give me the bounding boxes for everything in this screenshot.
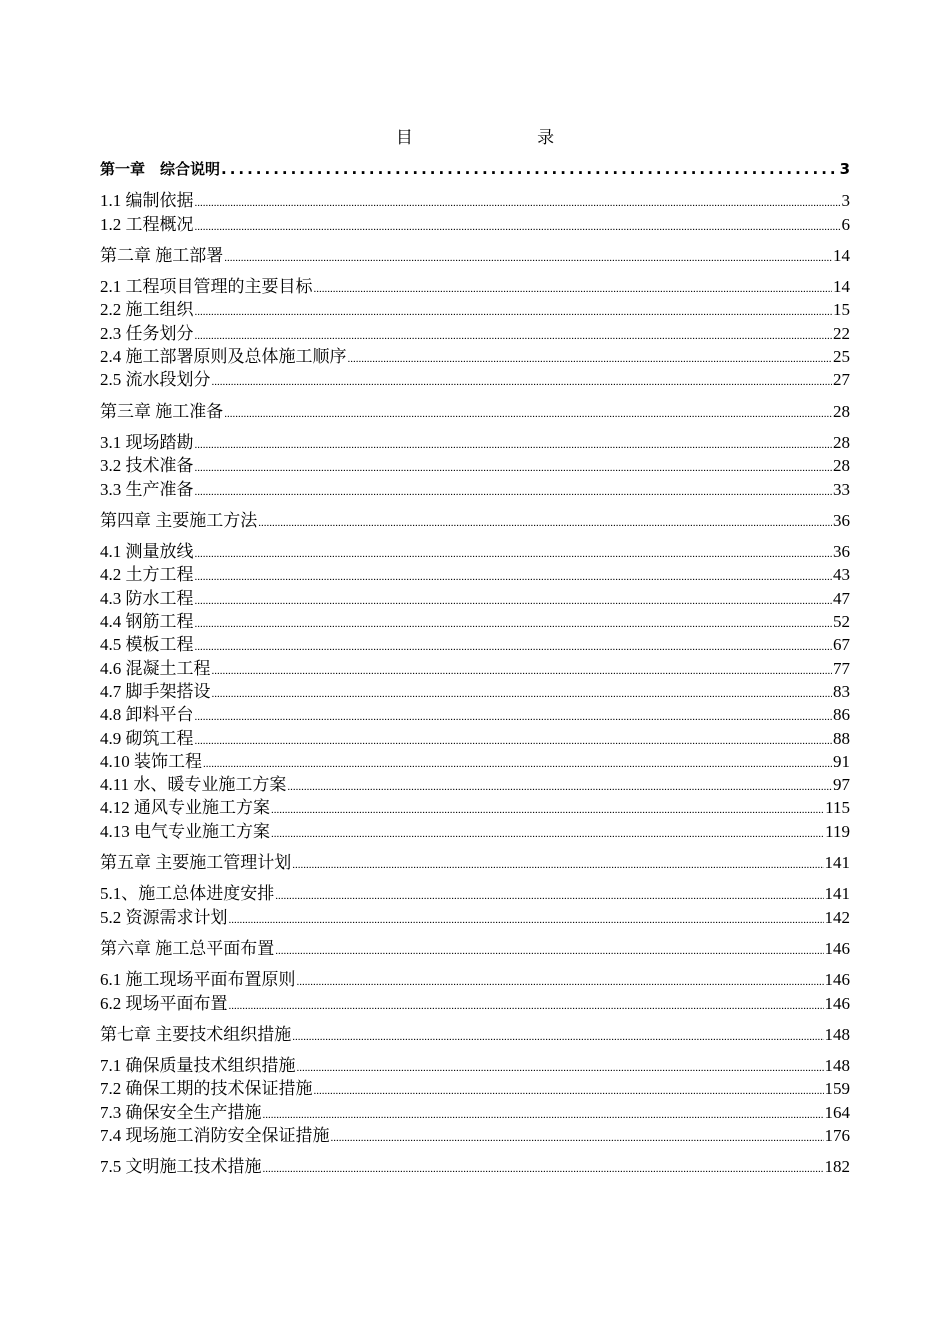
toc-page-number: 148 <box>824 1056 850 1076</box>
toc-chapter-entry[interactable] <box>100 937 850 960</box>
toc-section-entry[interactable] <box>100 633 850 656</box>
toc-section-entry[interactable] <box>100 968 850 991</box>
toc-section-entry[interactable] <box>100 322 850 345</box>
toc-page-number: 28 <box>833 432 850 452</box>
toc-entry-label: 4.12 通风专业施工方案 <box>100 798 270 818</box>
toc-entry-label: 第二章 施工部署 <box>100 245 224 265</box>
toc-section-entry[interactable] <box>100 703 850 726</box>
toc-section-entry[interactable] <box>100 680 850 703</box>
toc-page-number: 25 <box>833 347 850 367</box>
toc-dot-leader <box>221 158 839 181</box>
toc-page-number: 22 <box>833 323 850 343</box>
toc-entry-label: 第一章 综合说明 <box>100 160 221 178</box>
toc-chapter-entry[interactable] <box>100 158 850 181</box>
toc-entry-label: 1.1 编制依据 <box>100 191 194 211</box>
toc-entry-label: 2.3 任务划分 <box>100 323 194 343</box>
toc-entry-label: 第四章 主要施工方法 <box>100 510 258 530</box>
toc-page-number: 77 <box>833 658 850 678</box>
toc-dot-leader <box>229 995 824 1018</box>
toc-page-number: 119 <box>825 821 850 841</box>
toc-page-number: 91 <box>833 751 850 771</box>
toc-section-entry[interactable] <box>100 773 850 796</box>
toc-section-entry[interactable] <box>100 796 850 819</box>
toc-page-number: 3 <box>841 191 850 211</box>
toc-page-number: 15 <box>833 300 850 320</box>
toc-dot-leader <box>331 1127 824 1150</box>
toc-section-entry[interactable] <box>100 906 850 929</box>
toc-section-entry[interactable] <box>100 213 850 236</box>
toc-page-number: 141 <box>824 853 850 873</box>
toc-section-entry[interactable] <box>100 189 850 212</box>
toc-section-entry[interactable] <box>100 1124 850 1147</box>
toc-section-entry[interactable] <box>100 587 850 610</box>
toc-entry-label: 2.2 施工组织 <box>100 300 194 320</box>
toc-entry-label: 2.5 流水段划分 <box>100 370 211 390</box>
table-of-contents <box>100 158 850 1187</box>
toc-section-entry[interactable] <box>100 992 850 1015</box>
toc-entry-label: 3.1 现场踏勘 <box>100 432 194 452</box>
toc-dot-leader <box>275 940 823 963</box>
toc-chapter-entry[interactable] <box>100 244 850 267</box>
toc-page-number: 148 <box>824 1024 850 1044</box>
toc-section-entry[interactable] <box>100 478 850 501</box>
toc-dot-leader <box>263 1158 824 1181</box>
toc-page-number: 86 <box>833 705 850 725</box>
toc-page-number: 182 <box>824 1157 850 1177</box>
toc-entry-label: 第七章 主要技术组织措施 <box>100 1024 292 1044</box>
toc-section-entry[interactable] <box>100 368 850 391</box>
toc-page-number: 67 <box>833 635 850 655</box>
toc-entry-label: 7.4 现场施工消防安全保证措施 <box>100 1125 330 1145</box>
toc-entry-label: 4.4 钢筋工程 <box>100 612 194 632</box>
toc-entry-label: 4.3 防水工程 <box>100 588 194 608</box>
toc-section-entry[interactable] <box>100 657 850 680</box>
toc-section-entry[interactable] <box>100 1077 850 1100</box>
toc-page-number: 164 <box>824 1102 850 1122</box>
toc-section-entry[interactable] <box>100 610 850 633</box>
toc-section-entry[interactable] <box>100 454 850 477</box>
toc-dot-leader <box>292 1026 823 1049</box>
toc-dot-leader <box>212 371 833 394</box>
toc-page-number: 28 <box>833 401 850 421</box>
toc-entry-label: 4.9 砌筑工程 <box>100 728 194 748</box>
toc-entry-label: 3.2 技术准备 <box>100 456 194 476</box>
toc-page-number: 27 <box>833 370 850 390</box>
toc-entry-label: 4.7 脚手架搭设 <box>100 681 211 701</box>
toc-section-entry[interactable] <box>100 298 850 321</box>
toc-page-number: 176 <box>824 1125 850 1145</box>
toc-section-entry[interactable] <box>100 727 850 750</box>
toc-section-entry[interactable] <box>100 540 850 563</box>
toc-entry-label: 2.4 施工部署原则及总体施工顺序 <box>100 347 347 367</box>
toc-page-number: 36 <box>833 542 850 562</box>
toc-page-number: 146 <box>824 993 850 1013</box>
toc-page-number: 159 <box>824 1079 850 1099</box>
toc-page-number: 115 <box>825 798 850 818</box>
toc-entry-label: 第三章 施工准备 <box>100 401 224 421</box>
toc-dot-leader <box>195 216 841 239</box>
toc-dot-leader <box>271 823 824 846</box>
toc-section-entry[interactable] <box>100 345 850 368</box>
toc-chapter-entry[interactable] <box>100 400 850 423</box>
toc-entry-label: 4.11 水、暖专业施工方案 <box>100 775 287 795</box>
toc-entry-label: 7.5 文明施工技术措施 <box>100 1157 262 1177</box>
toc-page-number: 146 <box>824 938 850 958</box>
toc-entry-label: 7.3 确保安全生产措施 <box>100 1102 262 1122</box>
toc-dot-leader <box>292 854 823 877</box>
toc-section-entry[interactable] <box>100 275 850 298</box>
toc-entry-label: 4.1 测量放线 <box>100 542 194 562</box>
toc-entry-label: 4.6 混凝土工程 <box>100 658 211 678</box>
toc-page-number: 3 <box>839 160 850 178</box>
toc-chapter-entry[interactable] <box>100 851 850 874</box>
toc-entry-label: 4.13 电气专业施工方案 <box>100 821 270 841</box>
toc-page-number: 52 <box>833 612 850 632</box>
toc-dot-leader <box>224 247 832 270</box>
toc-section-entry[interactable] <box>100 431 850 454</box>
toc-entry-label: 2.1 工程项目管理的主要目标 <box>100 277 313 297</box>
toc-page-number: 97 <box>833 775 850 795</box>
toc-section-entry[interactable] <box>100 882 850 905</box>
toc-page-number: 6 <box>841 214 850 234</box>
toc-chapter-entry[interactable] <box>100 1023 850 1046</box>
toc-dot-leader <box>258 512 832 535</box>
toc-entry-label: 3.3 生产准备 <box>100 479 194 499</box>
toc-section-entry[interactable] <box>100 1054 850 1077</box>
toc-entry-label: 6.1 施工现场平面布置原则 <box>100 970 296 990</box>
toc-page-number: 43 <box>833 565 850 585</box>
toc-page-number: 142 <box>824 907 850 927</box>
toc-entry-label: 第六章 施工总平面布置 <box>100 938 275 958</box>
toc-entry-label: 5.2 资源需求计划 <box>100 907 228 927</box>
toc-entry-label: 7.1 确保质量技术组织措施 <box>100 1056 296 1076</box>
toc-entry-label: 5.1、施工总体进度安排 <box>100 884 275 904</box>
toc-page-number: 36 <box>833 510 850 530</box>
toc-title: 目 录 <box>395 128 615 147</box>
toc-page-number: 33 <box>833 479 850 499</box>
toc-dot-leader <box>229 909 824 932</box>
toc-page-number: 146 <box>824 970 850 990</box>
toc-page-number: 28 <box>833 456 850 476</box>
toc-section-entry[interactable] <box>100 1101 850 1124</box>
toc-page-number: 88 <box>833 728 850 748</box>
toc-entry-label: 1.2 工程概况 <box>100 214 194 234</box>
toc-entry-label: 4.2 土方工程 <box>100 565 194 585</box>
toc-entry-label: 第五章 主要施工管理计划 <box>100 853 292 873</box>
toc-page-number: 14 <box>833 245 850 265</box>
toc-page-number: 141 <box>824 884 850 904</box>
toc-entry-label: 4.8 卸料平台 <box>100 705 194 725</box>
toc-section-entry[interactable] <box>100 820 850 843</box>
toc-dot-leader <box>224 403 832 426</box>
toc-entry-label: 6.2 现场平面布置 <box>100 993 228 1013</box>
toc-page-number: 47 <box>833 588 850 608</box>
toc-chapter-entry[interactable] <box>100 1155 850 1178</box>
toc-chapter-entry[interactable] <box>100 509 850 532</box>
toc-entry-label: 4.10 装饰工程 <box>100 751 202 771</box>
toc-entry-label: 7.2 确保工期的技术保证措施 <box>100 1079 313 1099</box>
toc-entry-label: 4.5 模板工程 <box>100 635 194 655</box>
toc-page-number: 83 <box>833 681 850 701</box>
toc-dot-leader <box>195 481 833 504</box>
toc-section-entry[interactable] <box>100 750 850 773</box>
toc-section-entry[interactable] <box>100 563 850 586</box>
toc-page-number: 14 <box>833 277 850 297</box>
